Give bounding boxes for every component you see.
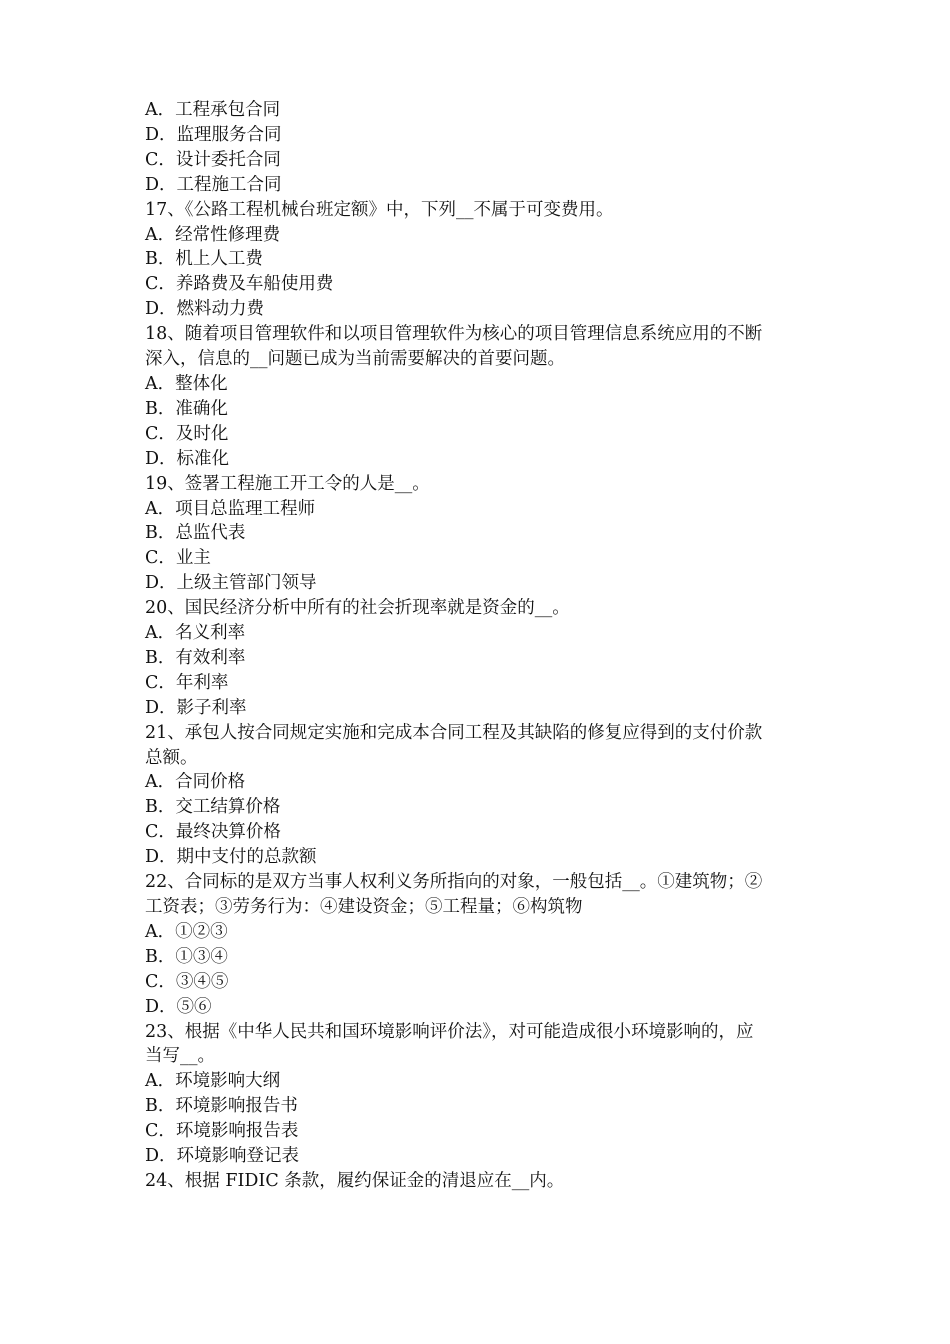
option-line: D．工程施工合同 [145, 174, 282, 195]
question-17 [145, 198, 815, 323]
option-line: B．总监代表 [145, 523, 246, 544]
question-23 [145, 1020, 815, 1169]
option-line: B．有效利率 [145, 647, 246, 668]
question-stem: 19、签署工程施工开工令的人是__。 [145, 473, 430, 494]
option-line: A．名义利率 [145, 623, 246, 644]
carryover-options [145, 98, 815, 198]
option-line: C．及时化 [145, 423, 229, 444]
option-line: C．业主 [145, 548, 211, 569]
question-19 [145, 472, 815, 597]
option-line: B．环境影响报告书 [145, 1096, 298, 1117]
option-line: D．上级主管部门领导 [145, 573, 317, 594]
question-20 [145, 596, 815, 721]
option-line: A．①②③ [145, 921, 228, 942]
option-line: D．影子利率 [145, 697, 247, 718]
option-line: D．环境影响登记表 [145, 1146, 300, 1167]
option-line: A．合同价格 [145, 772, 246, 793]
question-stem: 22、合同标的是双方当事人权利义务所指向的对象，一般包括__。①建筑物；② [145, 872, 763, 893]
question-stem: 21、承包人按合同规定实施和完成本合同工程及其缺陷的修复应得到的支付价款 [145, 722, 763, 743]
question-stem: 23、根据《中华人民共和国环境影响评价法》，对可能造成很小环境影响的，应 [145, 1021, 754, 1042]
option-line: B．机上人工费 [145, 249, 263, 270]
option-line: A．环境影响大纲 [145, 1071, 281, 1092]
question-stem: 18、随着项目管理软件和以项目管理软件为核心的项目管理信息系统应用的不断 [145, 324, 763, 345]
option-line: A．工程承包合同 [145, 100, 281, 120]
option-line: B．准确化 [145, 398, 228, 419]
question-stem: 17、《公路工程机械台班定额》中，下列__不属于可变费用。 [145, 199, 614, 220]
question-stem: 24、根据 FIDIC 条款，履约保证金的清退应在__内。 [145, 1170, 565, 1191]
option-line: D．燃料动力费 [145, 299, 265, 320]
option-line: A．经常性修理费 [145, 224, 281, 245]
option-line: C．年利率 [145, 672, 229, 693]
option-line: C．环境影响报告表 [145, 1121, 299, 1142]
option-line: B．交工结算价格 [145, 797, 281, 818]
option-line: C．最终决算价格 [145, 822, 281, 843]
option-line: D．标准化 [145, 448, 230, 469]
question-22 [145, 870, 815, 1019]
question-21 [145, 721, 815, 870]
question-24 [145, 1169, 815, 1194]
question-18 [145, 322, 815, 471]
option-line: D．期中支付的总款额 [145, 847, 317, 868]
option-line: A．整体化 [145, 373, 228, 394]
question-stem-cont: 深入，信息的__问题已成为当前需要解决的首要问题。 [145, 349, 565, 370]
option-line: D．监理服务合同 [145, 124, 282, 145]
question-stem-cont: 总额。 [145, 747, 198, 768]
option-line: A．项目总监理工程师 [145, 498, 316, 519]
option-line: B．①③④ [145, 946, 228, 967]
question-stem-cont: 工资表；③劳务行为：④建设资金；⑤工程量；⑥构筑物 [145, 897, 583, 917]
question-stem-cont: 当写__。 [145, 1046, 215, 1067]
document-page [145, 98, 815, 1194]
option-line: C．养路费及车船使用费 [145, 274, 334, 295]
option-line: C．设计委托合同 [145, 149, 281, 170]
option-line: D．⑤⑥ [145, 996, 212, 1017]
question-stem: 20、国民经济分析中所有的社会折现率就是资金的__。 [145, 598, 570, 619]
option-line: C．③④⑤ [145, 971, 229, 992]
